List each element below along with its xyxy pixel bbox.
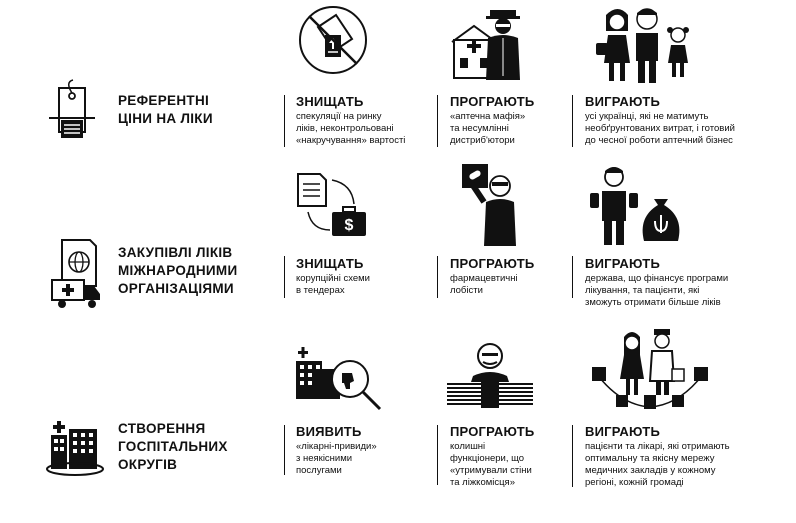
separator	[437, 95, 438, 147]
separator	[284, 95, 285, 147]
col-title-reveal: ВИЯВИТЬ	[296, 424, 362, 439]
separator	[572, 95, 573, 147]
row-title: ЗАКУПІВЛІ ЛІКІВ МІЖНАРОДНИМИ ОРГАНІЗАЦІЯМИ	[118, 245, 238, 296]
col-text: корупційні схеми в тендерах	[296, 273, 370, 296]
col-text: спекуляції на ринку ліків, неконтрольовані «накручування» вартості	[296, 111, 406, 146]
separator	[572, 425, 573, 487]
col-title-destroy: ЗНИЩАТЬ	[296, 256, 364, 271]
col-title-win: ВИГРАЮТЬ	[585, 94, 660, 109]
col-title-win: ВИГРАЮТЬ	[585, 256, 660, 271]
separator	[437, 256, 438, 298]
globe-truck-icon	[50, 238, 105, 313]
patient-doctor-hospitals-icon	[590, 325, 710, 413]
family-icon	[592, 5, 702, 85]
col-text: «аптечна мафія» та несумлінні дистриб'ютори	[450, 111, 526, 146]
hospital-dislike-magnifier-icon	[292, 345, 387, 415]
col-title-lose: ПРОГРАЮТЬ	[450, 94, 535, 109]
row-title: СТВОРЕННЯ ГОСПІТАЛЬНИХ ОКРУГІВ	[118, 421, 228, 472]
col-title-lose: ПРОГРАЮТЬ	[450, 256, 535, 271]
svg-text:$: $	[344, 217, 354, 234]
price-tag-icon	[47, 80, 97, 150]
col-text: колишні функціонери, що «утримували стіни та ліжкомісця»	[450, 441, 532, 488]
col-title-destroy: ЗНИЩАТЬ	[296, 94, 364, 109]
pharma-lobbyist-icon	[460, 162, 530, 247]
separator	[572, 256, 573, 298]
col-text: держава, що фінансує програми лікування, та пацієнти, які зможуть отримати більше ліків	[585, 273, 729, 308]
col-text: «лікарні-привиди» з неякісними послугами	[296, 441, 377, 476]
functionary-on-papers-icon	[445, 340, 535, 410]
hospital-building-icon	[45, 415, 105, 477]
col-text: фармацевтичні лобісти	[450, 273, 518, 296]
pharmacy-mafia-icon	[452, 8, 542, 83]
col-title-lose: ПРОГРАЮТЬ	[450, 424, 535, 439]
col-text: пацієнти та лікарі, які отримають оптимальну та якісну мережу медичних закладів у кожному регіоні, кожній громаді	[585, 441, 730, 488]
citizen-with-medicine-and-state-money-icon	[588, 165, 688, 247]
col-title-win: ВИГРАЮТЬ	[585, 424, 660, 439]
separator	[284, 256, 285, 298]
separator	[284, 425, 285, 475]
row-title: РЕФЕРЕНТНІ ЦІНИ НА ЛІКИ	[118, 93, 213, 126]
col-text: усі українці, які не матимуть необґрунтованих витрат, і готовий до чесної роботи аптечний бізнес	[585, 111, 735, 146]
crossed-price-tag-icon	[298, 5, 368, 75]
separator	[437, 425, 438, 485]
document-money-icon	[296, 170, 371, 240]
